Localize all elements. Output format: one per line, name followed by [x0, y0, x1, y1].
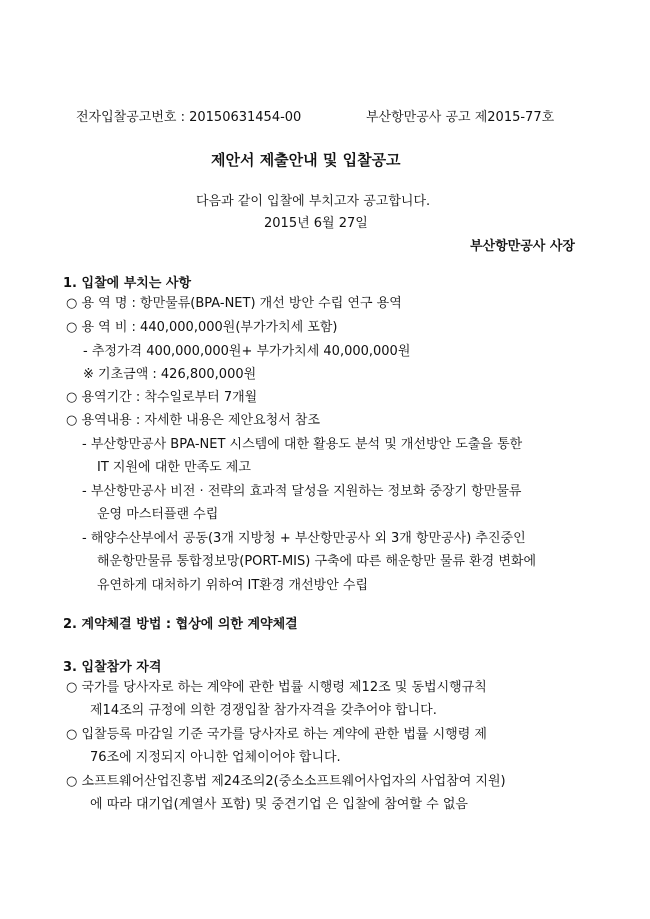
- list-item: ○ 용 역 명 : 항만물류(BPA-NET) 개선 방안 수립 연구 용역: [66, 296, 402, 311]
- bid-number: 전자입찰공고번호 : 20150631454-00: [76, 110, 302, 125]
- list-item: 해운항만물류 통합정보망(PORT-MIS) 구축에 따른 해운항만 물류 환경 변화에: [97, 554, 537, 569]
- list-item: ○ 국가를 당사자로 하는 계약에 관한 법률 시행령 제12조 및 동법시행규칙: [66, 680, 487, 695]
- list-item: - 부산항만공사 BPA-NET 시스템에 대한 활용도 분석 및 개선방안 도출을 통한: [82, 437, 523, 452]
- intro-text: 다음과 같이 입찰에 부치고자 공고합니다.: [196, 194, 431, 209]
- issuer: 부산항만공사 사장: [470, 239, 575, 254]
- list-item: 76조에 지정되지 아니한 업체이어야 합니다.: [90, 750, 341, 765]
- list-item: 유연하게 대처하기 위하여 IT환경 개선방안 수립: [97, 578, 369, 593]
- section3-heading: 3. 입찰참가 자격: [63, 660, 162, 675]
- section2-heading: 2. 계약체결 방법 : 협상에 의한 계약체결: [63, 617, 298, 632]
- list-item: ○ 입찰등록 마감일 기준 국가를 당사자로 하는 계약에 관한 법률 시행령 제: [66, 727, 487, 742]
- list-item: 에 따라 대기업(계열사 포함) 및 중견기업 은 입찰에 참여할 수 없음: [90, 797, 468, 812]
- notice-date: 2015년 6월 27일: [264, 216, 368, 231]
- list-item: ○ 소프트웨어산업진흥법 제24조의2(중소소프트웨어사업자의 사업참여 지원): [66, 774, 506, 789]
- list-item: ○ 용역내용 : 자세한 내용은 제안요청서 참조: [66, 413, 321, 428]
- list-item: - 해양수산부에서 공동(3개 지방청 + 부산항만공사 외 3개 항만공사) 추진중인: [82, 531, 526, 546]
- list-item: ○ 용역기간 : 착수일로부터 7개월: [66, 390, 258, 405]
- list-item: - 추정가격 400,000,000원+ 부가가치세 40,000,000원: [83, 344, 411, 359]
- document-title: 제안서 제출안내 및 입찰공고: [211, 151, 401, 169]
- list-item: ※ 기초금액 : 426,800,000원: [83, 367, 257, 382]
- list-item: 제14조의 규정에 의한 경쟁입찰 참가자격을 갖추어야 합니다.: [90, 703, 437, 718]
- notice-number: 부산항만공사 공고 제2015-77호: [366, 110, 555, 125]
- section1-heading: 1. 입찰에 부치는 사항: [63, 276, 192, 291]
- list-item: 운영 마스터플랜 수립: [97, 507, 219, 522]
- list-item: IT 지원에 대한 만족도 제고: [97, 460, 251, 475]
- list-item: ○ 용 역 비 : 440,000,000원(부가가치세 포함): [66, 320, 338, 335]
- list-item: - 부산항만공사 비전 · 전략의 효과적 달성을 지원하는 정보화 중장기 항만물류: [82, 484, 522, 499]
